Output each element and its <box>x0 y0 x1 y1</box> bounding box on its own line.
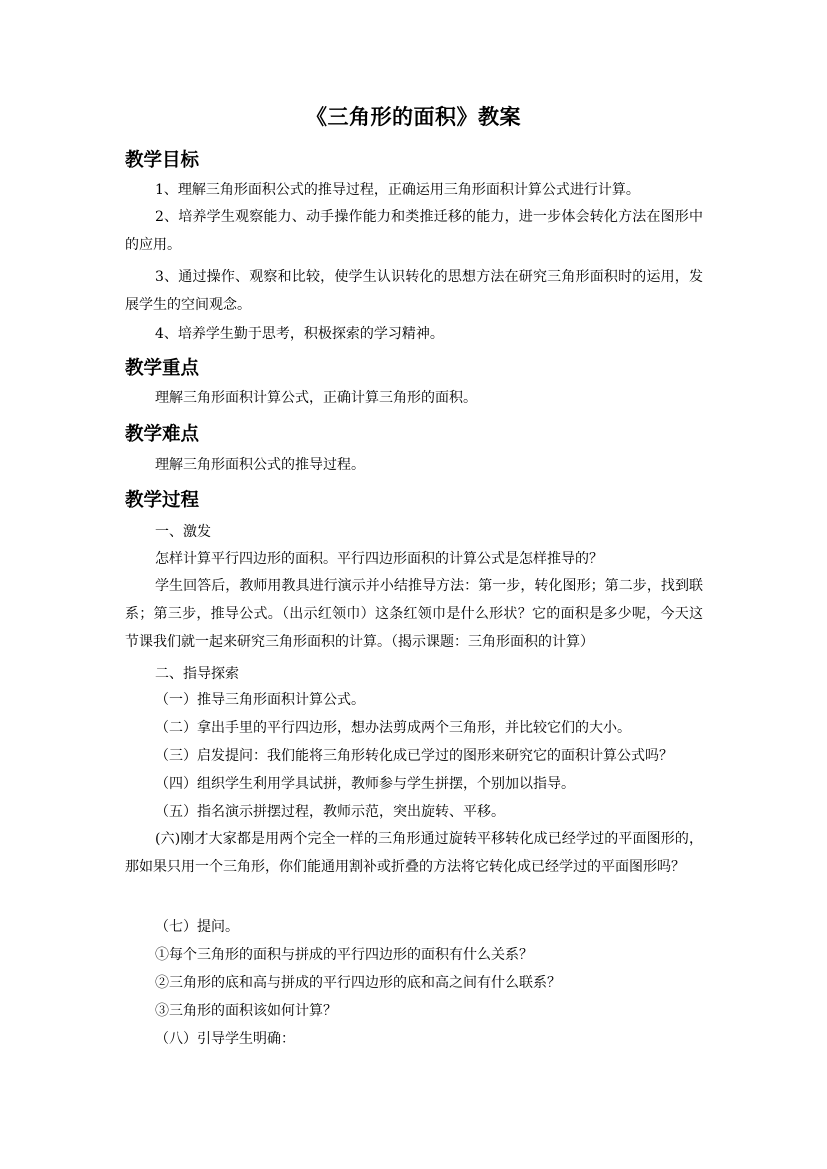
objective-item-4: 4、培养学生勤于思考，积极探索的学习精神。 <box>155 326 444 342</box>
process-step-6: (六)刚才大家都是用两个完全一样的三角形通过旋转平移转化成已经学过的平面图形的，那如果只用一个三角形，你们能通用割补或折叠的方法将它转化成已经学过的平面图形吗？ <box>125 831 703 875</box>
process-question-2: ②三角形的底和高与拼成的平行四边形的底和高之间有什么联系？ <box>155 975 561 991</box>
process-step-4: （四）组织学生利用学具试拼，教师参与学生拼摆，个别加以指导。 <box>155 776 575 792</box>
process-step-1: （一）推导三角形面积计算公式。 <box>155 692 365 708</box>
process-part1-title: 一、激发 <box>155 524 211 540</box>
process-step-5: （五）指名演示拼摆过程，教师示范，突出旋转、平移。 <box>155 804 505 820</box>
document-title: 《三角形的面积》教案 <box>306 104 521 129</box>
process-part1-question: 怎样计算平行四边形的面积。平行四边形面积的计算公式是怎样推导的？ <box>155 551 603 567</box>
heading-process: 教学过程 <box>125 490 200 511</box>
heading-difficulties: 教学难点 <box>125 424 200 445</box>
process-part2-title: 二、指导探索 <box>155 666 239 682</box>
process-part1-paragraph: 学生回答后，教师用教具进行演示并小结推导方法：第一步，转化图形；第二步，找到联系；第三步，推导公式。（出示红领巾）这条红领巾是什么形状？它的面积是多少呢，今天这节课我们就一起来研究三角形面积的计算。（揭示课题：三角形面积的计算） <box>125 578 703 650</box>
process-step-3: （三）启发提问：我们能将三角形转化成已学过的图形来研究它的面积计算公式吗？ <box>155 748 673 764</box>
process-step-8: （八）引导学生明确： <box>155 1031 295 1047</box>
process-step-2: （二）拿出手里的平行四边形，想办法剪成两个三角形，并比较它们的大小。 <box>155 720 631 736</box>
objective-item-2: 2、培养学生观察能力、动手操作能力和类推迁移的能力，进一步体会转化方法在图形中的应用。 <box>125 209 703 253</box>
process-question-1: ①每个三角形的面积与拼成的平行四边形的面积有什么关系？ <box>155 947 533 963</box>
heading-objectives: 教学目标 <box>125 150 200 171</box>
objective-item-1: 1、理解三角形面积公式的推导过程，正确运用三角形面积计算公式进行计算。 <box>155 182 640 198</box>
process-question-3: ③三角形的面积该如何计算？ <box>155 1003 337 1019</box>
key-points-text: 理解三角形面积计算公式，正确计算三角形的面积。 <box>155 390 477 406</box>
process-step-7: （七）提问。 <box>155 919 239 935</box>
difficulties-text: 理解三角形面积公式的推导过程。 <box>155 457 365 473</box>
objective-item-3: 3、通过操作、观察和比较，使学生认识转化的思想方法在研究三角形面积时的运用，发展学生的空间观念。 <box>125 269 703 313</box>
heading-key-points: 教学重点 <box>125 358 200 379</box>
